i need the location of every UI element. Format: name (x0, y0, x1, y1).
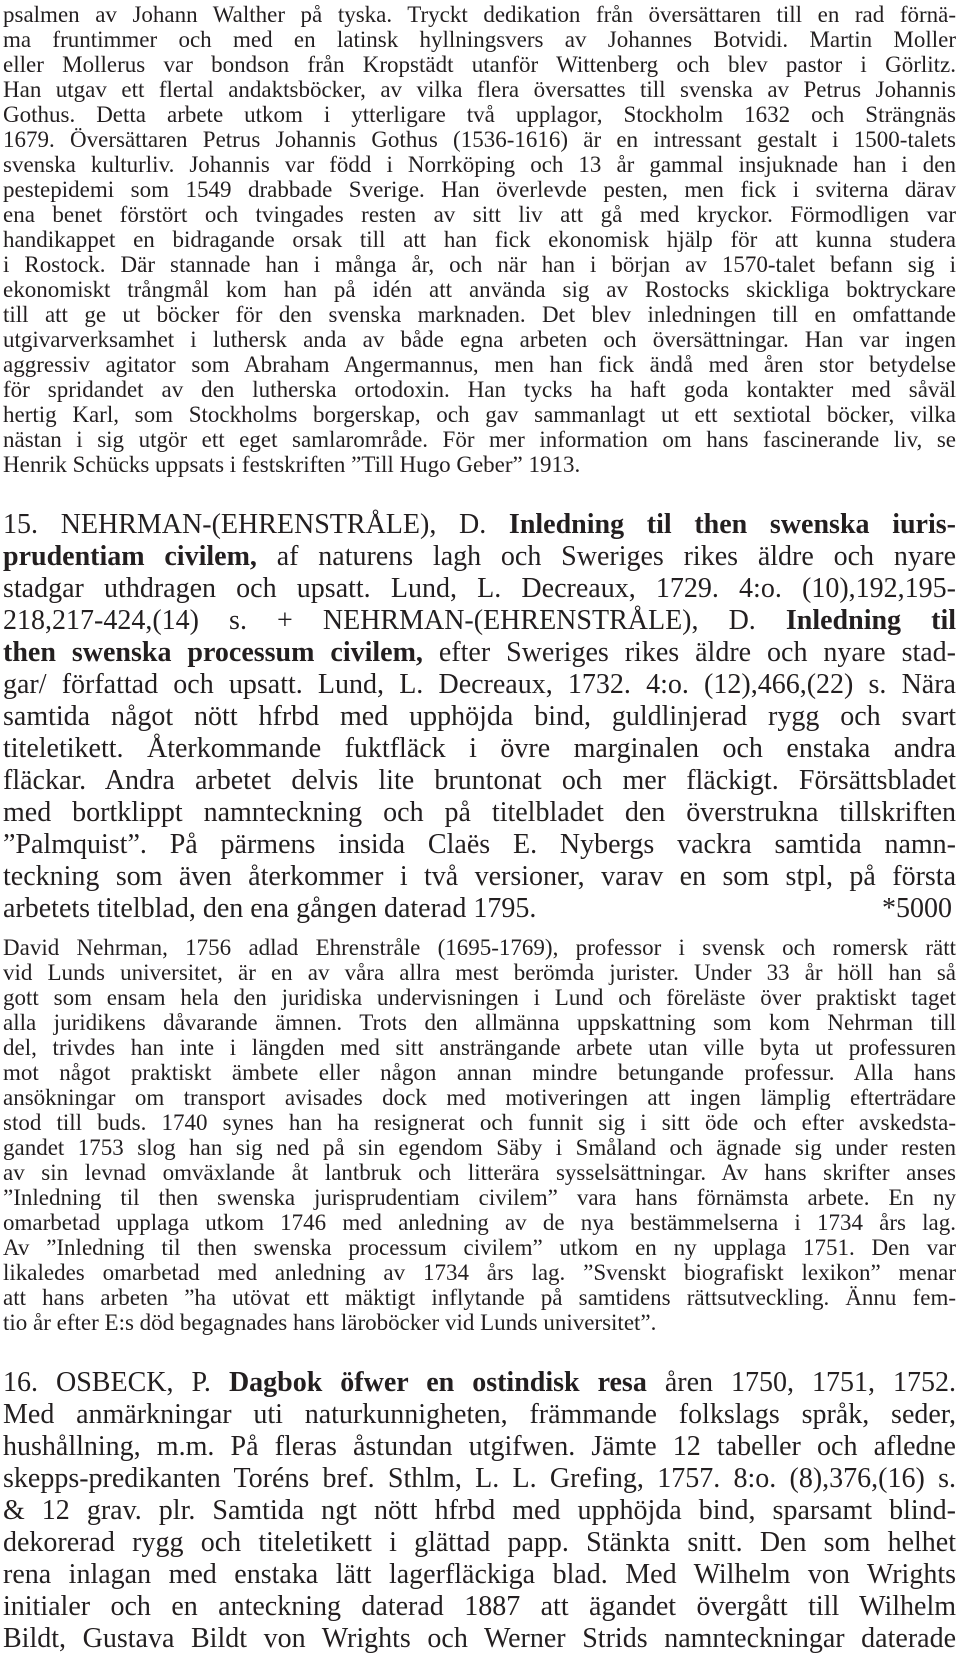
text-line: hushållning, m.m. På fleras åstundan utgifwen. Jämte 12 tabeller och afledne (3, 1431, 956, 1462)
text-line: dekorerad rygg och titeletikett i glättad papp. Stänkta snitt. Den som helhet (3, 1527, 956, 1558)
text-line: skepps-predikanten Toréns bref. Sthlm, L. L. Grefing, 1757. 8:o. (8),376,(16) s. (3, 1463, 956, 1494)
text-segment: af naturens lagh och Sweriges rikes äldre och nyare (256, 541, 956, 572)
text-line: alla juridikens dåvarande ämnen. Trots den allmänna uppskattning som kom Nehrman till (3, 1010, 956, 1035)
text-line: svenska kulturliv. Johannis var född i Norrköping och 13 år gammal insjuknade han i den (3, 152, 956, 177)
text-line: gandet 1753 slog han sig ned på sin egendom Säby i Småland och ägnade sig under resten (3, 1135, 956, 1160)
text-line: David Nehrman, 1756 adlad Ehrenstråle (1695-1769), professor i svensk och romersk rätt (3, 935, 956, 960)
price-label: *5000 (882, 893, 952, 924)
text-line: i Rostock. Där stannade han i många år, och när han i början av 1570-talet befann sig i (3, 252, 956, 277)
text-segment: 218,217-424,(14) s. + NEHRMAN-(EHRENSTRÅLE), D. (3, 605, 786, 636)
text-line: utgivarverksamhet i luthersk anda av både egna arbeten och översättningar. Han var ingen (3, 327, 956, 352)
text-line (3, 541, 956, 573)
text-line: initialer och en anteckning daterad 1887 att ägandet övergått till Wilhelm (3, 1591, 956, 1622)
text-line: stadgar uthdragen och upsatt. Lund, L. Decreaux, 1729. 4:o. (10),192,195- (3, 573, 956, 604)
text-line (3, 893, 956, 925)
text-line: Av ”Inledning til then swenska processum civilem” utkom en ny upplaga 1751. Den var (3, 1235, 956, 1260)
text-line: för spridandet av den lutherska ortodoxin. Han tycks ha haft goda kontakter med såväl (3, 377, 956, 402)
bold-title-segment: then swenska processum civilem, (3, 637, 423, 668)
text-line: ekonomiskt trångmål kom han på idén att använda sig av Rostocks skickliga boktryckare (3, 277, 956, 302)
text-segment: efter Sweriges rikes äldre och nyare stad- (422, 637, 956, 668)
text-line: 1679. Översättaren Petrus Johannis Gothus (1536-1616) är en intressant gestalt i 1500-talets (3, 127, 956, 152)
text-line: stod till buds. 1740 synes han ha resignerat och funnit sig i sitt öde och efter avskedsta- (3, 1110, 956, 1135)
text-line: rena inlagan med enstaka lätt lagerfläckiga blad. Med Wilhelm von Wrights (3, 1559, 956, 1590)
text-line: fläckar. Andra arbetet delvis lite bruntonat och mer fläckigt. Försättsbladet (3, 765, 956, 796)
text-line: med bortklippt namnteckning och på titelbladet den överstrukna tillskriften (3, 797, 956, 828)
bold-title-segment: Inledning til (785, 605, 956, 636)
text-line: ansökningar om transport avisades dock med motiveringen att ingen lämplig efterträdare (3, 1085, 956, 1110)
text-line: handikappet en bidragande orsak till att han fick ekonomisk hjälp för att kunna studera (3, 227, 956, 252)
text-line: likaledes omarbetad med anledning av 1734 års lag. ”Svenskt biografiskt lexikon” menar (3, 1260, 956, 1285)
catalogue-note-15 (3, 935, 956, 1335)
text-line: mot något praktiskt ämbete eller någon annan mindre betungande professur. Alla hans (3, 1060, 956, 1085)
text-line: gott som ensam hela den juridiska undervisningen i Lund och föreläste över praktiskt taget (3, 985, 956, 1010)
text-line: Han utgav ett flertal andaktsböcker, av vilka flera översattes till svenska av Petrus Johannis (3, 77, 956, 102)
text-line: Med anmärkningar uti naturkunnigheten, främmande folkslags språk, seder, (3, 1399, 956, 1430)
text-line: Gothus. Detta arbete utkom i ytterligare två upplagor, Stockholm 1632 och Strängnäs (3, 102, 956, 127)
text-line: ena benet förstört och tvingades resten av sitt liv att gå med kryckor. Förmodligen var (3, 202, 956, 227)
text-line: nästan i sig utgör ett eget samlarområde. För mer information om hans fascinerande liv, se (3, 427, 956, 452)
text-line: teckning som även återkommer i två versioner, varav en som stpl, på första (3, 861, 956, 892)
text-line: Bildt, Gustava Bildt von Wrights och Werner Strids namnteckningar daterade (3, 1623, 956, 1654)
text-line (3, 1367, 956, 1399)
catalogue-entry-15 (3, 509, 956, 925)
text-segment: åren 1750, 1751, 1752. (646, 1367, 956, 1398)
text-line: Henrik Schücks uppsats i festskriften ”Till Hugo Geber” 1913. (3, 452, 581, 477)
text-line: vid Lunds universitet, är en av våra allra mest berömda jurister. Under 33 år höll han så (3, 960, 956, 985)
bold-title-segment: prudentiam civilem, (3, 541, 257, 572)
text-line: tio år efter E:s död begagnades hans läroböcker vid Lunds universitet”. (3, 1310, 657, 1335)
text-line (3, 637, 956, 669)
text-line: omarbetad upplaga utkom 1746 med anledning av de nya bestämmelserna i 1734 års lag. (3, 1210, 956, 1235)
text-line: av sin levnad omväxlande åt lantbruk och litterära sysselsättningar. Av hans skrifter anses (3, 1160, 956, 1185)
text-line: gar/ författad och upsatt. Lund, L. Decreaux, 1732. 4:o. (12),466,(22) s. Nära (3, 669, 956, 700)
text-line: del, trivdes han inte i längden med sitt ansträngande arbete utan ville byta ut professuren (3, 1035, 956, 1060)
text-line: ma fruntimmer och med en latinsk hyllningsvers av Johannes Botvidi. Martin Moller (3, 27, 956, 52)
text-line: eller Mollerus var bondson från Kropstädt utanför Wittenberg och blev pastor i Görlitz. (3, 52, 956, 77)
bold-title-segment: Dagbok öfwer en ostindisk resa (228, 1367, 647, 1398)
catalogue-note-continued (3, 2, 956, 477)
text-line: till att ge ut böcker för den svenska marknaden. Det blev inledningen till en omfattande (3, 302, 956, 327)
text-line: aggressiv agitator som Abraham Angermannus, men han fick ändå med åren stor betydelse (3, 352, 956, 377)
text-line: ”Palmquist”. På pärmens insida Claës E. Nybergs vackra samtida namn- (3, 829, 956, 860)
text-segment: 16. OSBECK, P. (3, 1367, 229, 1398)
text-line: ”Inledning til then swenska jurisprudentiam civilem” vara hans förnämsta arbete. En ny (3, 1185, 956, 1210)
text-line (3, 509, 956, 541)
text-line (3, 605, 956, 637)
bold-title-segment: Inledning til then swenska iuris- (508, 509, 956, 540)
text-line-content: arbetets titelblad, den ena gången daterad 1795. (3, 893, 537, 924)
text-line: titeletikett. Återkommande fuktfläck i övre marginalen och enstaka andra (3, 733, 956, 764)
text-line: & 12 grav. plr. Samtida ngt nött hfrbd med upphöjda bind, sparsamt blind- (3, 1495, 956, 1526)
text-line: pestepidemi som 1549 drabbade Sverige. Han överlevde pesten, men fick i sviterna därav (3, 177, 956, 202)
text-line: samtida något nött hfrbd med upphöjda bind, guldlinjerad rygg och svart (3, 701, 956, 732)
text-line: psalmen av Johann Walther på tyska. Tryckt dedikation från översättaren till en rad förnä- (3, 2, 956, 27)
catalogue-entry-16 (3, 1367, 956, 1655)
text-line: att hans arbeten ”ha utövat ett mäktigt inflytande på samtidens rättsutveckling. Ännu fem- (3, 1285, 956, 1310)
text-line: hertig Karl, som Stockholms borgerskap, och gav sammanlagt ut ett sextiotal böcker, vilka (3, 402, 956, 427)
text-segment: 15. NEHRMAN-(EHRENSTRÅLE), D. (3, 509, 509, 540)
